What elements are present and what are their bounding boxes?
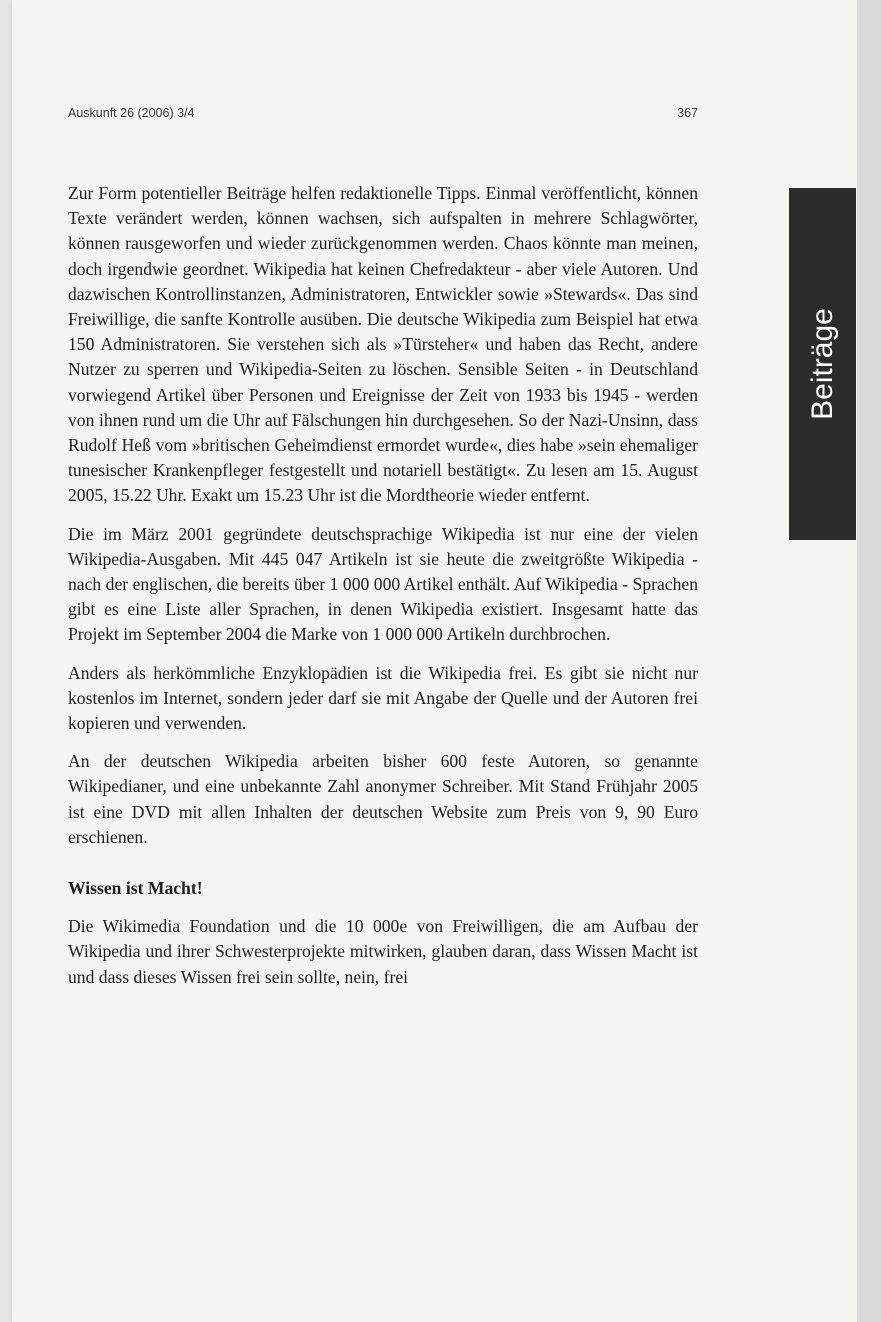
section-paragraph: Die Wikimedia Foundation und die 10 000e von Freiwilligen, die am Aufbau der Wikipedia und ihrer Schwesterprojekte mitwirken, glauben daran, dass Wissen Macht ist und dass dieses Wissen frei sein sollte, nein, frei: [68, 916, 698, 987]
journal-citation: Auskunft 26 (2006) 3/4: [68, 106, 195, 120]
page-number: 367: [677, 106, 698, 120]
paragraph-1: Zur Form potentieller Beiträge helfen redaktionelle Tipps. Einmal veröffentlicht, können Texte verändert werden, können wachsen, sich aufspalten in mehrere Schlagwörter, können rausgeworfen und wieder zurückgenommen werden. Chaos könnte man meinen, doch irgendwie geordnet. Wikipedia hat keinen Chefredakteur - aber viele Autoren. Und dazwischen Kontrollinstanzen, Administratoren, Entwickler sowie »Stewards«. Das sind Freiwillige, die sanfte Kontrolle ausüben. Die deutsche Wikipedia zum Beispiel hat etwa 150 Administratoren. Sie verstehen sich als »Türsteher« und haben das Recht, andere Nutzer zu sperren und Wikipedia-Seiten zu löschen. Sensible Seiten - in Deutschland vorwiegend Artikel über Personen und Ereignisse der Zeit von 1933 bis 1945 - werden von ihnen rund um die Uhr auf Fälschungen hin durchgesehen. So der Nazi-Unsinn, dass Rudolf Heß vom »britischen Geheimdienst ermordet wurde«, dies habe »sein ehemaliger tunesischer Krankenpfleger festgestellt und notariell bestätigt«. Zu lesen am 15. August 2005, 15.22 Uhr. Exakt um 15.23 Uhr ist die Mordtheorie wieder entfernt.: [68, 183, 698, 506]
paragraph-4: An der deutschen Wikipedia arbeiten bisher 600 feste Autoren, so genannte Wikipedianer, und eine unbekannte Zahl anonymer Schreiber. Mit Stand Frühjahr 2005 ist eine DVD mit allen Inhalten der deutschen Website zum Preis von 9, 90 Euro erschienen.: [68, 751, 698, 847]
section-tab-label: Beiträge: [805, 308, 839, 420]
article-body: [68, 181, 698, 1003]
section-tab: [789, 188, 856, 540]
section-heading: Wissen ist Macht!: [68, 878, 203, 899]
paragraph-2: Die im März 2001 gegründete deutschsprachige Wikipedia ist nur eine der vielen Wikipedia-Ausgaben. Mit 445 047 Artikeln ist sie heute die zweitgrößte Wikipedia - nach der englischen, die bereits über 1 000 000 Artikel enthält. Auf Wikipedia - Sprachen gibt es eine Liste aller Sprachen, in denen Wikipedia existiert. Insgesamt hatte das Projekt im September 2004 die Marke von 1 000 000 Artikeln durchbrochen.: [68, 523, 698, 645]
adjacent-page-edge: [857, 0, 881, 1322]
paragraph-3: Anders als herkömmliche Enzyklopädien ist die Wikipedia frei. Es gibt sie nicht nur kostenlos im Internet, sondern jeder darf sie mit Angabe der Quelle und der Autoren frei kopieren und verwenden.: [68, 662, 698, 734]
